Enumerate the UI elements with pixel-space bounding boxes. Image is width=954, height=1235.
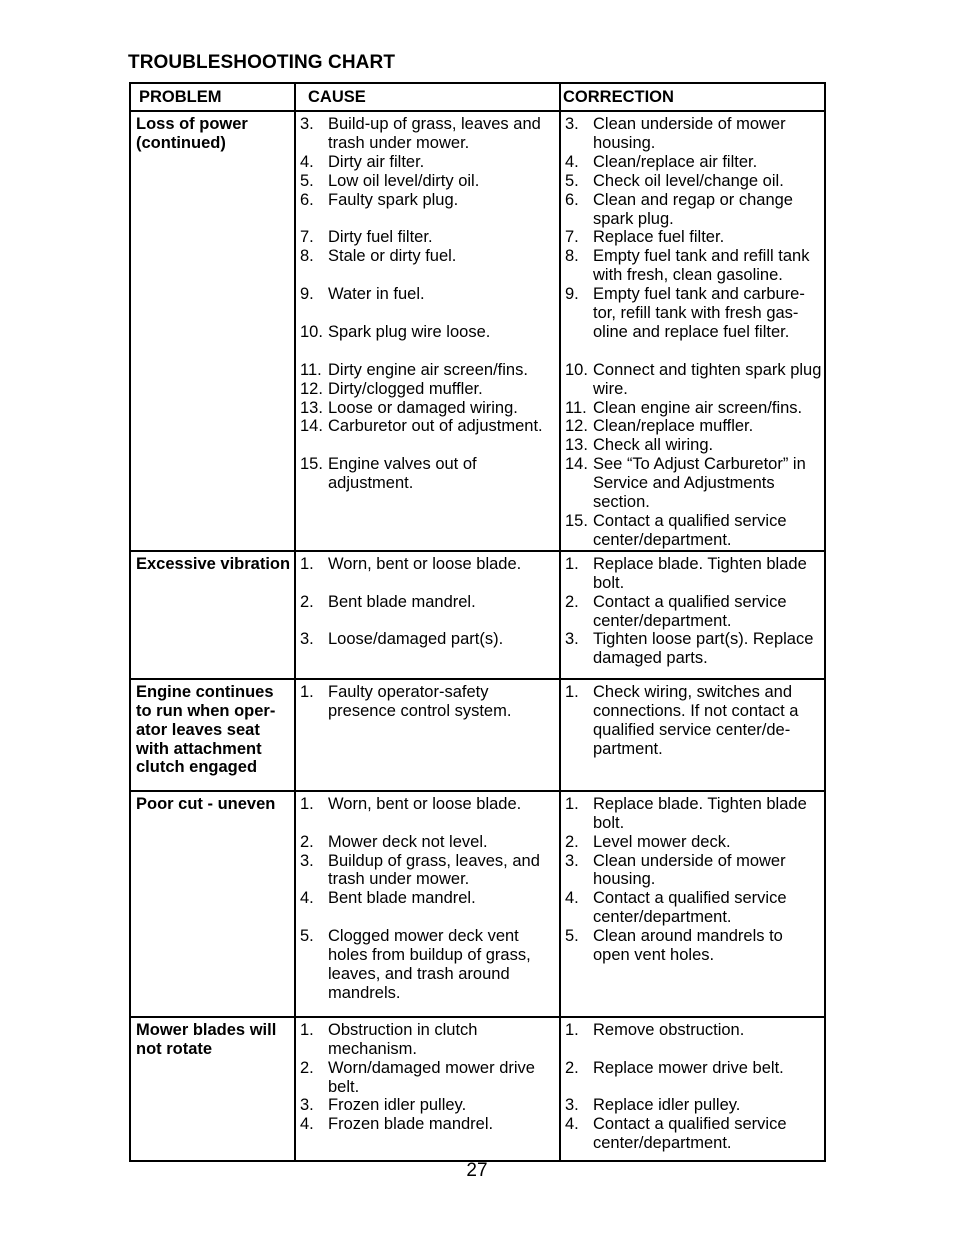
item-number: 7. bbox=[300, 228, 314, 247]
item-number: 1. bbox=[565, 1020, 579, 1039]
correction-item bbox=[565, 399, 822, 418]
cause-item bbox=[300, 323, 557, 342]
correction-item bbox=[565, 247, 822, 285]
table-row bbox=[130, 679, 825, 791]
item-text: Contact a qualified service center/department. bbox=[593, 592, 787, 630]
cause-cell bbox=[295, 1017, 560, 1161]
table-row bbox=[130, 1017, 825, 1161]
item-text: Contact a qualified service center/department. bbox=[593, 889, 787, 927]
item-text: Replace blade. Tighten blade bolt. bbox=[593, 554, 807, 592]
item-text: Dirty fuel filter. bbox=[328, 228, 433, 247]
item-number: 9. bbox=[300, 285, 314, 304]
item-text: Clean/replace air filter. bbox=[593, 152, 758, 171]
item-number: 1. bbox=[565, 794, 579, 813]
cause-item bbox=[300, 683, 557, 721]
item-number: 4. bbox=[300, 152, 314, 171]
item-number: 3. bbox=[565, 115, 579, 133]
item-text: Replace blade. Tighten blade bolt. bbox=[593, 794, 807, 832]
correction-item bbox=[565, 417, 822, 436]
item-number: 11. bbox=[565, 398, 587, 417]
correction-item bbox=[565, 191, 822, 229]
correction-item bbox=[565, 153, 822, 172]
cause-item bbox=[300, 417, 557, 436]
problem-cell: Engine continues to run when oper-ator leaves seat with attachment clutch engaged bbox=[130, 679, 295, 791]
item-number: 3. bbox=[565, 851, 579, 870]
correction-item bbox=[565, 852, 822, 890]
correction-item bbox=[565, 833, 822, 852]
item-text: Stale or dirty fuel. bbox=[328, 247, 457, 266]
item-text: Frozen idler pulley. bbox=[328, 1096, 467, 1115]
header-cause: CAUSE bbox=[295, 83, 560, 111]
item-number: 11. bbox=[300, 360, 322, 379]
cause-item bbox=[300, 399, 557, 418]
item-text: Buildup of grass, leaves, and trash under mower. bbox=[328, 851, 540, 889]
item-number: 8. bbox=[565, 247, 579, 266]
item-number: 13. bbox=[565, 436, 588, 455]
item-text: Clean engine air screen/fins. bbox=[593, 398, 803, 417]
cause-item bbox=[300, 191, 557, 210]
item-text: Spark plug wire loose. bbox=[328, 322, 491, 341]
item-text: Replace fuel filter. bbox=[593, 228, 725, 247]
item-number: 5. bbox=[300, 171, 314, 190]
correction-item bbox=[565, 172, 822, 191]
cause-cell bbox=[295, 551, 560, 679]
item-text: Loose or damaged wiring. bbox=[328, 398, 518, 417]
item-number: 9. bbox=[565, 285, 579, 304]
cause-item bbox=[300, 285, 557, 304]
correction-item bbox=[565, 228, 822, 247]
item-number: 1. bbox=[565, 554, 579, 573]
item-number: 1. bbox=[300, 1020, 314, 1039]
item-number: 4. bbox=[565, 152, 579, 171]
item-number: 2. bbox=[565, 592, 579, 611]
header-problem: PROBLEM bbox=[130, 83, 295, 111]
item-text: Mower deck not level. bbox=[328, 832, 488, 851]
item-number: 1. bbox=[300, 554, 314, 573]
item-text: Clean underside of mower housing. bbox=[593, 851, 786, 889]
item-text: Loose/damaged part(s). bbox=[328, 630, 504, 649]
item-text: Contact a qualified service center/department. bbox=[593, 1115, 787, 1153]
item-text: Clean around mandrels to open vent holes. bbox=[593, 927, 783, 965]
item-number: 3. bbox=[300, 115, 314, 133]
correction-item bbox=[565, 555, 822, 593]
correction-item bbox=[565, 1059, 822, 1078]
item-text: Faulty spark plug. bbox=[328, 190, 459, 209]
item-text: Worn, bent or loose blade. bbox=[328, 554, 522, 573]
item-number: 1. bbox=[300, 682, 314, 701]
correction-item bbox=[565, 683, 822, 759]
cause-cell bbox=[295, 791, 560, 1017]
problem-cell: Loss of power (continued) bbox=[130, 111, 295, 551]
item-number: 5. bbox=[300, 927, 314, 946]
item-text: Replace idler pulley. bbox=[593, 1096, 741, 1115]
item-number: 6. bbox=[565, 190, 579, 209]
cause-item bbox=[300, 361, 557, 380]
table-row bbox=[130, 111, 825, 551]
item-text: Contact a qualified service center/department. bbox=[593, 512, 787, 549]
item-number: 4. bbox=[565, 1115, 579, 1134]
cause-item bbox=[300, 380, 557, 399]
item-text: Bent blade mandrel. bbox=[328, 889, 476, 908]
item-text: Dirty air filter. bbox=[328, 152, 425, 171]
item-text: Dirty/clogged muffler. bbox=[328, 379, 483, 398]
item-number: 6. bbox=[300, 190, 314, 209]
item-text: Check wiring, switches and connections. If not contact a qualified service center/de-partment. bbox=[593, 682, 799, 758]
item-number: 3. bbox=[300, 851, 314, 870]
correction-item bbox=[565, 1096, 822, 1115]
cause-item bbox=[300, 630, 557, 649]
cause-item bbox=[300, 153, 557, 172]
cause-item bbox=[300, 1115, 557, 1134]
item-number: 8. bbox=[300, 247, 314, 266]
item-number: 5. bbox=[565, 927, 579, 946]
cause-item bbox=[300, 927, 557, 1003]
table-row bbox=[130, 791, 825, 1017]
correction-item bbox=[565, 361, 822, 399]
item-number: 3. bbox=[565, 630, 579, 649]
item-number: 2. bbox=[565, 1058, 579, 1077]
cause-item bbox=[300, 228, 557, 247]
chart-title: TROUBLESHOOTING CHART bbox=[128, 52, 396, 73]
item-text: Worn, bent or loose blade. bbox=[328, 794, 522, 813]
item-text: Check oil level/change oil. bbox=[593, 171, 784, 190]
correction-cell bbox=[560, 679, 825, 791]
item-text: Engine valves out of adjustment. bbox=[328, 455, 477, 493]
header-correction: CORRECTION bbox=[560, 83, 825, 111]
cause-item bbox=[300, 455, 557, 493]
cause-item bbox=[300, 172, 557, 191]
table-row bbox=[130, 551, 825, 679]
item-number: 5. bbox=[565, 171, 579, 190]
item-number: 4. bbox=[300, 1115, 314, 1134]
cause-item bbox=[300, 247, 557, 266]
item-number: 14. bbox=[300, 417, 323, 436]
cause-item bbox=[300, 833, 557, 852]
problem-cell: Excessive vibration bbox=[130, 551, 295, 679]
item-text: Dirty engine air screen/fins. bbox=[328, 360, 528, 379]
correction-item bbox=[565, 455, 822, 512]
item-number: 2. bbox=[300, 592, 314, 611]
item-text: Level mower deck. bbox=[593, 832, 731, 851]
item-text: Remove obstruction. bbox=[593, 1020, 745, 1039]
item-number: 14. bbox=[565, 455, 588, 474]
item-text: Empty fuel tank and refill tank with fresh, clean gasoline. bbox=[593, 247, 810, 285]
item-number: 4. bbox=[300, 889, 314, 908]
item-number: 3. bbox=[300, 630, 314, 649]
item-number: 15. bbox=[300, 455, 323, 474]
item-text: Obstruction in clutch mechanism. bbox=[328, 1020, 478, 1058]
correction-cell bbox=[560, 551, 825, 679]
troubleshooting-table bbox=[129, 82, 826, 1162]
item-number: 2. bbox=[565, 832, 579, 851]
cause-item bbox=[300, 1096, 557, 1115]
cause-item bbox=[300, 1021, 557, 1059]
item-number: 4. bbox=[565, 889, 579, 908]
problem-cell: Poor cut - uneven bbox=[130, 791, 295, 1017]
item-number: 10. bbox=[300, 322, 323, 341]
correction-item bbox=[565, 927, 822, 965]
correction-cell bbox=[560, 111, 825, 551]
correction-item bbox=[565, 512, 822, 550]
item-number: 2. bbox=[300, 1058, 314, 1077]
item-text: Faulty operator-safety presence control system. bbox=[328, 682, 512, 720]
item-number: 13. bbox=[300, 398, 323, 417]
item-text: Low oil level/dirty oil. bbox=[328, 171, 480, 190]
item-text: Empty fuel tank and carbure-tor, refill tank with fresh gas-oline and replace fuel filter. bbox=[593, 285, 805, 341]
item-text: Connect and tighten spark plug wire. bbox=[593, 360, 822, 398]
correction-cell bbox=[560, 791, 825, 1017]
item-number: 12. bbox=[300, 379, 323, 398]
item-number: 3. bbox=[300, 1096, 314, 1115]
cause-item bbox=[300, 889, 557, 908]
cause-item bbox=[300, 115, 557, 153]
item-text: Bent blade mandrel. bbox=[328, 592, 476, 611]
item-number: 10. bbox=[565, 360, 588, 379]
problem-cell: Mower blades will not rotate bbox=[130, 1017, 295, 1161]
correction-item bbox=[565, 115, 822, 153]
correction-item bbox=[565, 436, 822, 455]
cause-item bbox=[300, 795, 557, 814]
cause-item bbox=[300, 852, 557, 890]
page-number: 27 bbox=[466, 1160, 488, 1181]
cause-item bbox=[300, 1059, 557, 1097]
item-text: Carburetor out of adjustment. bbox=[328, 417, 543, 436]
item-text: Worn/damaged mower drive belt. bbox=[328, 1058, 535, 1096]
item-text: Clean/replace muffler. bbox=[593, 417, 754, 436]
correction-item bbox=[565, 630, 822, 668]
correction-item bbox=[565, 285, 822, 342]
correction-item bbox=[565, 593, 822, 631]
item-number: 1. bbox=[565, 682, 579, 701]
item-number: 1. bbox=[300, 794, 314, 813]
item-text: Check all wiring. bbox=[593, 436, 714, 455]
correction-item bbox=[565, 1115, 822, 1153]
item-text: Clogged mower deck vent holes from buildup of grass, leaves, and trash around mandrels. bbox=[328, 927, 531, 1002]
item-number: 7. bbox=[565, 228, 579, 247]
item-text: Clean underside of mower housing. bbox=[593, 115, 786, 152]
cause-item bbox=[300, 593, 557, 612]
item-text: See “To Adjust Carburetor” in Service and Adjustments section. bbox=[593, 455, 806, 512]
item-number: 3. bbox=[565, 1096, 579, 1115]
correction-item bbox=[565, 795, 822, 833]
item-number: 2. bbox=[300, 832, 314, 851]
item-text: Tighten loose part(s). Replace damaged parts. bbox=[593, 630, 814, 668]
item-number: 12. bbox=[565, 417, 588, 436]
cause-cell bbox=[295, 111, 560, 551]
item-text: Water in fuel. bbox=[328, 285, 425, 304]
item-text: Build-up of grass, leaves and trash under mower. bbox=[328, 115, 541, 152]
item-text: Replace mower drive belt. bbox=[593, 1058, 784, 1077]
item-text: Clean and regap or change spark plug. bbox=[593, 190, 793, 228]
item-number: 15. bbox=[565, 512, 588, 531]
item-text: Frozen blade mandrel. bbox=[328, 1115, 494, 1134]
table-body bbox=[130, 111, 825, 1161]
correction-item bbox=[565, 889, 822, 927]
correction-cell bbox=[560, 1017, 825, 1161]
table-header-row bbox=[130, 83, 825, 111]
cause-cell bbox=[295, 679, 560, 791]
correction-item bbox=[565, 1021, 822, 1040]
cause-item bbox=[300, 555, 557, 574]
